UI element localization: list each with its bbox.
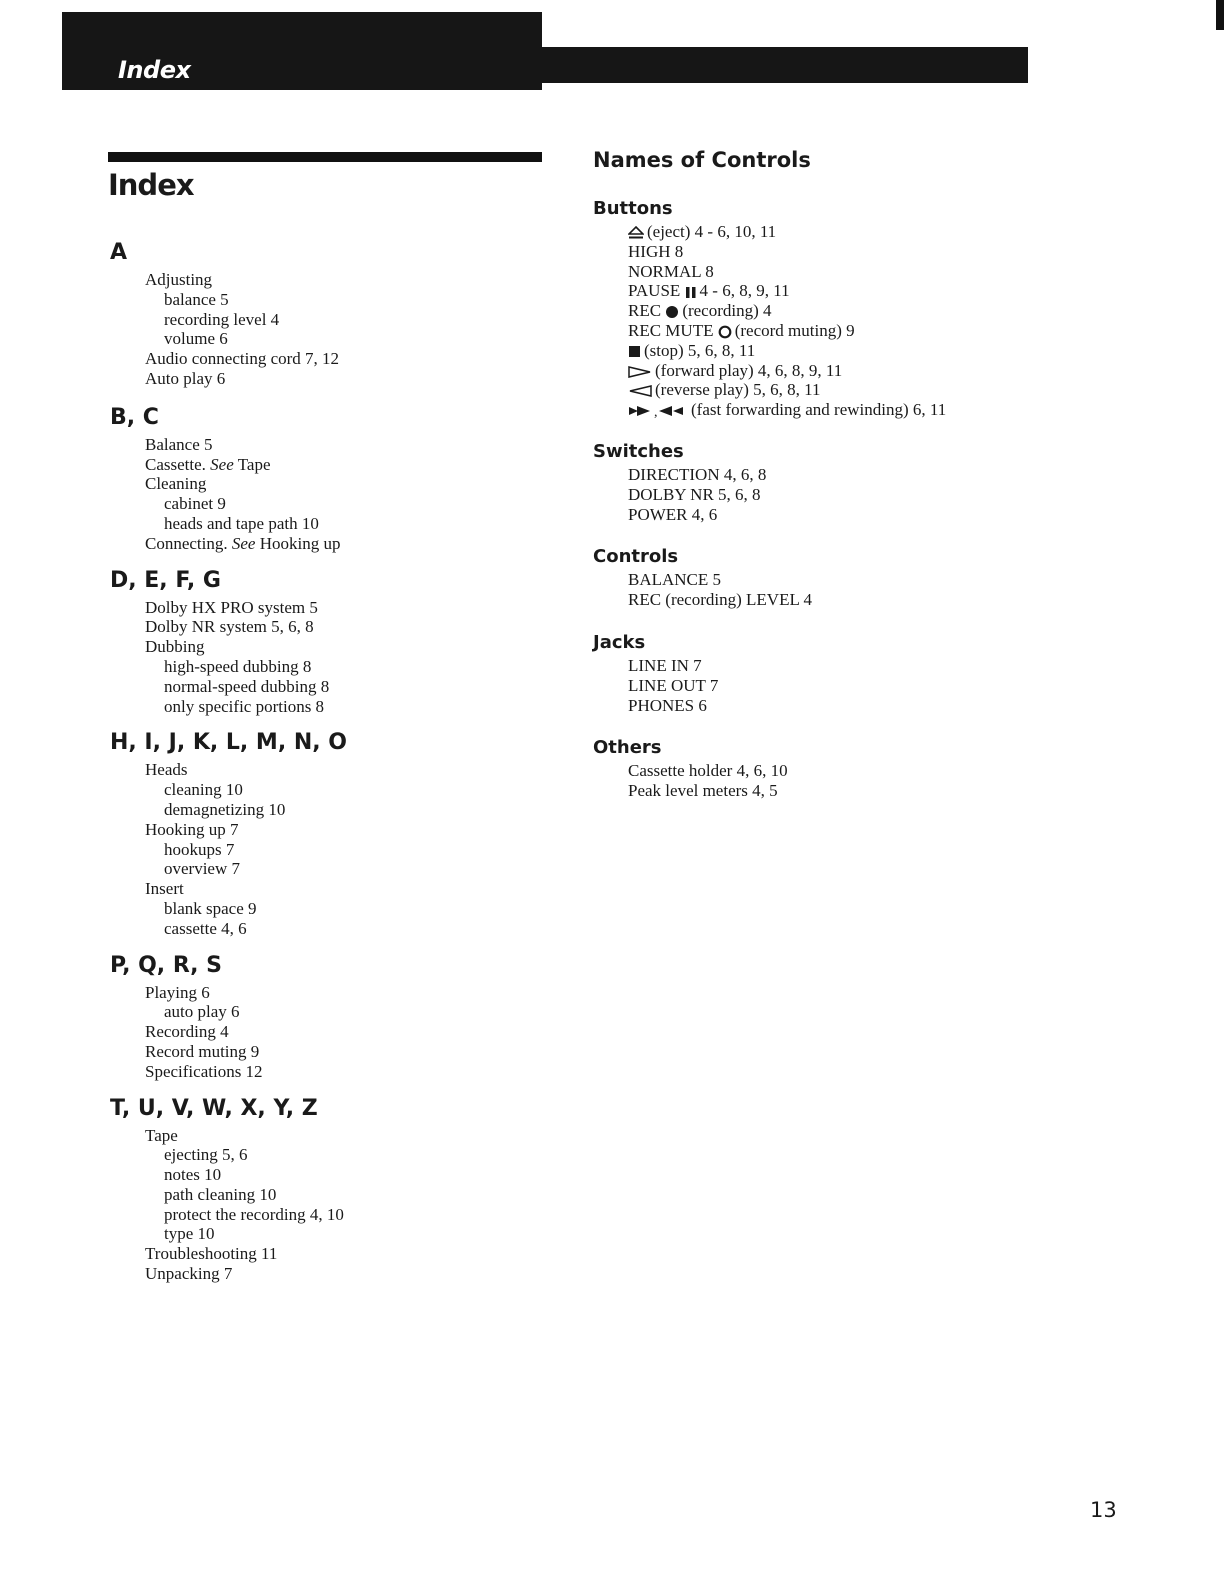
forward-play-icon [628, 365, 652, 379]
index-entry: Insert [145, 879, 184, 899]
control-entry-text: (recording) 4 [682, 301, 772, 321]
index-entry: Playing 6 [145, 982, 210, 1002]
control-entry: DOLBY NR 5, 6, 8 [628, 484, 761, 504]
control-entry: NORMAL 8 [628, 261, 714, 281]
buttons-group [593, 196, 1153, 420]
index-entry: ejecting 5, 6 [164, 1145, 248, 1165]
controls-title: Names of Controls [593, 148, 811, 172]
index-entry: overview 7 [164, 859, 241, 879]
section-letter: H, I, J, K, L, M, N, O [110, 730, 347, 756]
record-icon [665, 305, 679, 319]
index-entry: notes 10 [164, 1165, 222, 1185]
control-entry: PHONES 6 [628, 695, 707, 715]
entry-list [110, 270, 550, 389]
index-entry: cassette 4, 6 [164, 918, 247, 938]
controls-list [593, 570, 1153, 610]
control-label: REC [628, 301, 662, 321]
control-entry: REC (recording) LEVEL 4 [628, 590, 812, 610]
control-entry [628, 341, 1153, 361]
header-title: Index [118, 56, 191, 84]
index-entry: Hooking up 7 [145, 819, 239, 839]
stop-icon [628, 345, 641, 358]
index-entry: Tape [145, 1125, 178, 1145]
index-entry: normal-speed dubbing 8 [164, 676, 330, 696]
index-entry: heads and tape path 10 [164, 513, 319, 533]
edge-mark [1216, 0, 1224, 30]
header-band [62, 47, 1028, 83]
control-entry-text: 4 - 6, 8, 9, 11 [699, 281, 790, 301]
reverse-play-icon [628, 384, 652, 398]
control-entry: POWER 4, 6 [628, 504, 718, 524]
index-entry: Recording 4 [145, 1022, 229, 1042]
index-entry-see [110, 455, 550, 475]
control-entry: HIGH 8 [628, 241, 684, 261]
index-entry: Unpacking 7 [145, 1264, 233, 1284]
jacks-list [593, 656, 1153, 715]
index-entry: type 10 [164, 1224, 215, 1244]
switches-list [593, 465, 1153, 524]
control-entry [628, 361, 1153, 381]
control-label: PAUSE [628, 281, 681, 301]
controls-column [593, 144, 1153, 801]
control-entry: LINE IN 7 [628, 655, 702, 675]
control-entry-text: (eject) 4 - 6, 10, 11 [647, 222, 777, 241]
control-entry: LINE OUT 7 [628, 675, 719, 695]
entry-list [110, 983, 550, 1082]
section-letter: B, C [110, 404, 159, 430]
section-letter: D, E, F, G [110, 567, 221, 593]
buttons-heading: Buttons [593, 198, 673, 219]
control-entry: BALANCE 5 [628, 570, 722, 590]
index-section-hijklmno [110, 728, 550, 938]
entry-list [110, 435, 550, 554]
section-letter: A [110, 240, 128, 265]
index-entry: balance 5 [164, 289, 229, 309]
index-title-rule [108, 152, 542, 162]
control-entry [628, 301, 1153, 321]
index-entry: high-speed dubbing 8 [164, 656, 312, 676]
page-number: 13 [1090, 1498, 1117, 1522]
index-section-bc [110, 403, 550, 554]
control-entry [628, 380, 1153, 400]
control-entry: Cassette holder 4, 6, 10 [628, 761, 788, 781]
controls-heading: Controls [593, 546, 679, 568]
control-entry-text: (stop) 5, 6, 8, 11 [644, 340, 756, 360]
fast-forward-rewind-icon [628, 404, 688, 418]
record-mute-icon [718, 325, 732, 339]
control-entry: DIRECTION 4, 6, 8 [628, 464, 767, 484]
others-list [593, 761, 1153, 801]
index-entry: volume 6 [164, 329, 228, 349]
entry-text: Connecting. [145, 533, 228, 553]
index-entry: Audio connecting cord 7, 12 [145, 349, 340, 369]
others-heading: Others [593, 737, 662, 759]
entry-list [110, 1126, 550, 1284]
index-title: Index [108, 168, 194, 202]
entry-text: Cassette. [145, 454, 206, 474]
index-entry: Dolby HX PRO system 5 [145, 597, 318, 617]
index-entry: Cleaning [145, 474, 207, 494]
control-entry [628, 281, 1153, 301]
control-entry [628, 400, 1153, 420]
index-column [110, 238, 550, 1284]
index-entry: Dolby NR system 5, 6, 8 [145, 617, 314, 637]
index-entry: hookups 7 [164, 839, 235, 859]
index-entry: Adjusting [145, 270, 213, 289]
index-entry: protect the recording 4, 10 [164, 1204, 344, 1224]
index-entry: Auto play 6 [145, 368, 226, 388]
pause-icon [685, 286, 697, 299]
index-entry: Heads [145, 760, 188, 780]
index-section-pqrs [110, 951, 550, 1082]
index-entry: Dubbing [145, 637, 205, 657]
see-reference-label: See [210, 454, 234, 474]
index-section-defg [110, 566, 550, 717]
see-reference-label: See [231, 533, 256, 553]
index-entry: auto play 6 [164, 1002, 240, 1022]
index-entry: blank space 9 [164, 898, 257, 918]
switches-group [593, 439, 1153, 524]
index-entry: recording level 4 [164, 309, 280, 329]
control-entry [628, 222, 1153, 242]
index-entry: Balance 5 [145, 434, 213, 454]
entry-list [110, 760, 550, 938]
see-reference-target: Tape [237, 454, 271, 474]
index-entry-see [110, 534, 550, 554]
index-section-a [110, 238, 550, 389]
index-entry: demagnetizing 10 [164, 799, 286, 819]
control-entry-text: (record muting) 9 [734, 320, 855, 340]
control-label: REC MUTE [628, 320, 714, 340]
control-entry [628, 321, 1153, 341]
index-section-tuvwxyz [110, 1094, 550, 1284]
index-entry: cleaning 10 [164, 780, 243, 800]
section-letter: P, Q, R, S [110, 952, 223, 978]
jacks-group [593, 630, 1153, 715]
entry-list [110, 598, 550, 717]
buttons-list [593, 222, 1153, 420]
index-entry: only specific portions 8 [164, 696, 325, 716]
control-entry-text: (fast forwarding and rewinding) 6, 11 [691, 400, 947, 420]
control-entry: Peak level meters 4, 5 [628, 781, 778, 801]
see-reference-target: Hooking up [259, 533, 341, 553]
index-entry: Specifications 12 [145, 1061, 263, 1081]
switches-heading: Switches [593, 440, 684, 462]
index-entry: Record muting 9 [145, 1041, 260, 1061]
eject-icon [628, 226, 644, 240]
control-entry-text: (forward play) 4, 6, 8, 9, 11 [655, 360, 843, 380]
section-letter: T, U, V, W, X, Y, Z [110, 1095, 318, 1121]
jacks-heading: Jacks [593, 631, 646, 653]
index-entry: Troubleshooting 11 [145, 1244, 278, 1264]
control-entry-text: (reverse play) 5, 6, 8, 11 [655, 380, 821, 400]
svg-text:,: , [654, 405, 658, 419]
index-entry: cabinet 9 [164, 494, 226, 514]
index-entry: path cleaning 10 [164, 1184, 277, 1204]
others-group [593, 735, 1153, 801]
controls-group [593, 544, 1153, 610]
